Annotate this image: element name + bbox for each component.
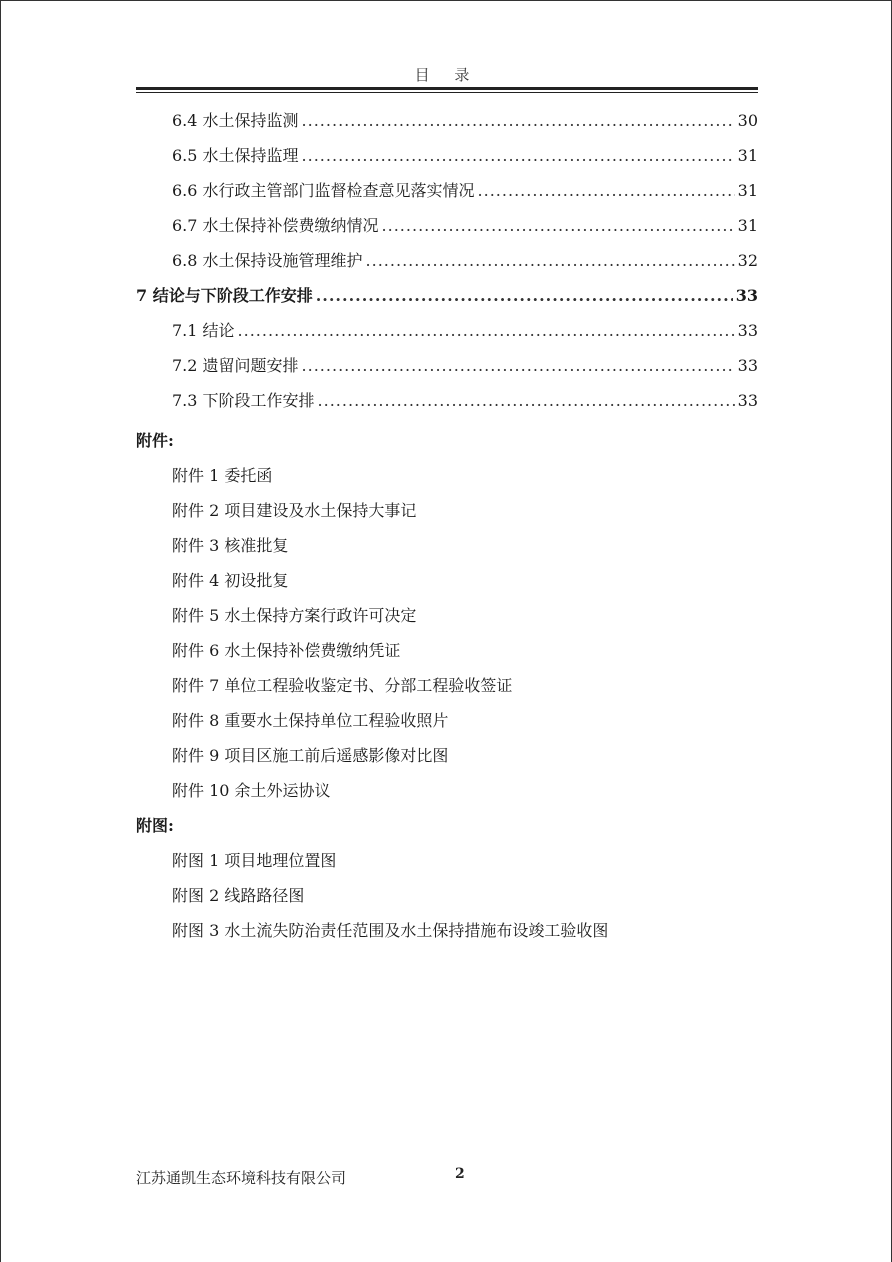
attachment-item[interactable]: 附件 5 水土保持方案行政许可决定 (172, 606, 417, 625)
attachments-heading: 附件: (136, 431, 174, 450)
toc-entry-page: 33 (737, 356, 758, 375)
page-border-top (0, 0, 892, 1)
attachment-item[interactable]: 附件 3 核准批复 (172, 536, 289, 555)
attachment-item[interactable]: 附件 8 重要水土保持单位工程验收照片 (172, 711, 449, 730)
toc-entry-page: 31 (737, 216, 758, 235)
toc-leader-dots (478, 181, 735, 200)
toc-entry-label: 6.6 水行政主管部门监督检查意见落实情况 (172, 181, 475, 200)
attachment-item[interactable]: 附件 4 初设批复 (172, 571, 289, 590)
toc-leader-dots (302, 146, 735, 165)
toc-entry-chapter-7[interactable] (136, 283, 758, 318)
toc-leader-dots (238, 321, 735, 340)
attachment-item[interactable]: 附件 10 余土外运协议 (172, 781, 331, 800)
attachment-item[interactable]: 附件 2 项目建设及水土保持大事记 (172, 501, 417, 520)
toc-leader-dots (316, 286, 733, 305)
figures-heading: 附图: (136, 816, 174, 835)
toc-leader-dots (366, 251, 735, 270)
toc-entry-page: 30 (737, 111, 758, 130)
toc-entry-label: 6.5 水土保持监理 (172, 146, 299, 165)
toc-entry-6-7[interactable] (136, 213, 758, 248)
toc-entry-label: 6.8 水土保持设施管理维护 (172, 251, 363, 270)
toc-entry-7-2[interactable] (136, 353, 758, 388)
toc-entry-label: 6.4 水土保持监测 (172, 111, 299, 130)
page-border-left (0, 0, 1, 1262)
header-rule-thin (136, 92, 758, 93)
toc-leader-dots (382, 216, 735, 235)
toc-entry-6-8[interactable] (136, 248, 758, 283)
toc-entry-6-6[interactable] (136, 178, 758, 213)
toc-entry-7-3[interactable] (136, 388, 758, 423)
toc-entry-label: 7.1 结论 (172, 321, 235, 340)
footer-company-name: 江苏通凯生态环境科技有限公司 (136, 1169, 347, 1187)
figure-item[interactable]: 附图 2 线路路径图 (172, 886, 305, 905)
figure-item[interactable]: 附图 3 水土流失防治责任范围及水土保持措施布设竣工验收图 (172, 921, 609, 940)
figure-item[interactable]: 附图 1 项目地理位置图 (172, 851, 337, 870)
table-of-contents (136, 108, 758, 948)
toc-leader-dots (318, 391, 735, 410)
toc-entry-page: 33 (737, 391, 758, 410)
attachment-item[interactable]: 附件 7 单位工程验收鉴定书、分部工程验收签证 (172, 676, 513, 695)
toc-entry-6-5[interactable] (136, 143, 758, 178)
toc-entry-page: 33 (737, 321, 758, 340)
attachment-item[interactable]: 附件 6 水土保持补偿费缴纳凭证 (172, 641, 401, 660)
toc-entry-6-4[interactable] (136, 108, 758, 143)
page-header-title: 目 录 (414, 66, 480, 84)
toc-entry-page: 31 (737, 181, 758, 200)
toc-entry-7-1[interactable] (136, 318, 758, 353)
toc-entry-label: 7.3 下阶段工作安排 (172, 391, 315, 410)
toc-entry-label: 6.7 水土保持补偿费缴纳情况 (172, 216, 379, 235)
toc-leader-dots (302, 356, 735, 375)
header-rule-thick (136, 87, 758, 90)
toc-entry-page: 32 (737, 251, 758, 270)
toc-leader-dots (302, 111, 735, 130)
toc-entry-label: 7 结论与下阶段工作安排 (136, 286, 313, 305)
footer-page-number: 2 (455, 1166, 465, 1182)
toc-entry-page: 33 (735, 286, 758, 305)
attachment-item[interactable]: 附件 1 委托函 (172, 466, 273, 485)
toc-entry-label: 7.2 遗留问题安排 (172, 356, 299, 375)
attachment-item[interactable]: 附件 9 项目区施工前后遥感影像对比图 (172, 746, 449, 765)
toc-entry-page: 31 (737, 146, 758, 165)
